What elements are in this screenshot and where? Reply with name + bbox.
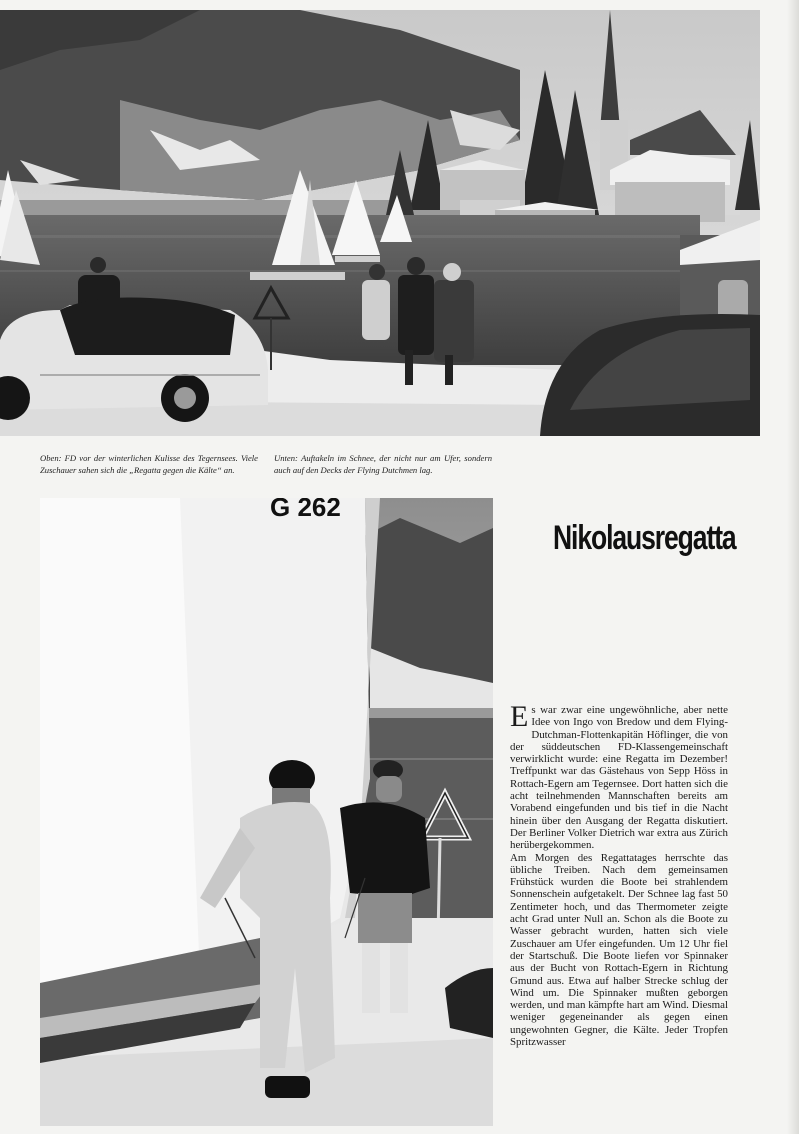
drop-cap: E — [510, 700, 529, 733]
paragraph-1-text: s war zwar eine ungewöhnliche, aber nette Idee von Ingo von Bredow und dem Flying-Dutchman-Flottenkapitän Höflinger, die von der süddeutschen FD-Klassengemeinschaft verwirklicht wurde: eine Regatta im Dezember! Treffpunkt war das Gästehaus von Sepp Höss in Rottach-Egern am Tegernsee. Dort hatten sich die acht teilnehmenden Mannschaften bereits am Vorabend eingefunden und bis tief in die Nacht hinein über den Ausgang der Regatta diskutiert. Der Berliner Volker Dietrich war extra aus Zürich herübergekommen. — [510, 704, 728, 852]
bottom-photo-rigging-in-snow — [40, 498, 493, 1126]
paragraph-2: Am Morgen des Regattatages herrschte das übliche Treiben. Nach dem gemeinsamen Frühstück wurden die Boote bei strahlendem Sonnenschein aufgetakelt. Der Schnee lag fast 50 Zentimeter hoch, und das Thermometer zeigte acht Grad unter Null an. Schon als die Boote zu Wasser gebracht wurden, hatten sich viele Zuschauer am Ufer eingefunden. Um 12 Uhr fiel der Startschuß. Die Boote liefen vor Spinnaker aus der Bucht von Rottach-Egern in Richtung Gmund aus. Etwa auf halber Strecke schlug der Wind um. Die Spinnaker mußten geborgen werden, und man kämpfte hart am Wind. Diesmal weniger gegeneinander als gegen einen ungewohnten Gegner, die Kälte. Jeder Tropfen Spritzwasser — [510, 851, 728, 1049]
caption-bottom-photo: Unten: Auftakeln im Schnee, der nicht nur am Ufer, sondern auch auf den Decks der Flying Dutchmen lag. — [274, 453, 492, 475]
caption-top-photo: Oben: FD vor der winterlichen Kulisse des Tegernsees. Viele Zuschauer sahen sich die „Regatta gegen die Kälte“ an. — [40, 453, 258, 475]
paragraph-1 — [510, 700, 728, 852]
sail-number: G 262 — [270, 498, 341, 522]
page-edge — [787, 0, 799, 1134]
top-photo-lake-regatta — [0, 10, 760, 436]
article-body — [510, 700, 728, 1049]
article-title: Nikolausregatta — [553, 519, 736, 557]
